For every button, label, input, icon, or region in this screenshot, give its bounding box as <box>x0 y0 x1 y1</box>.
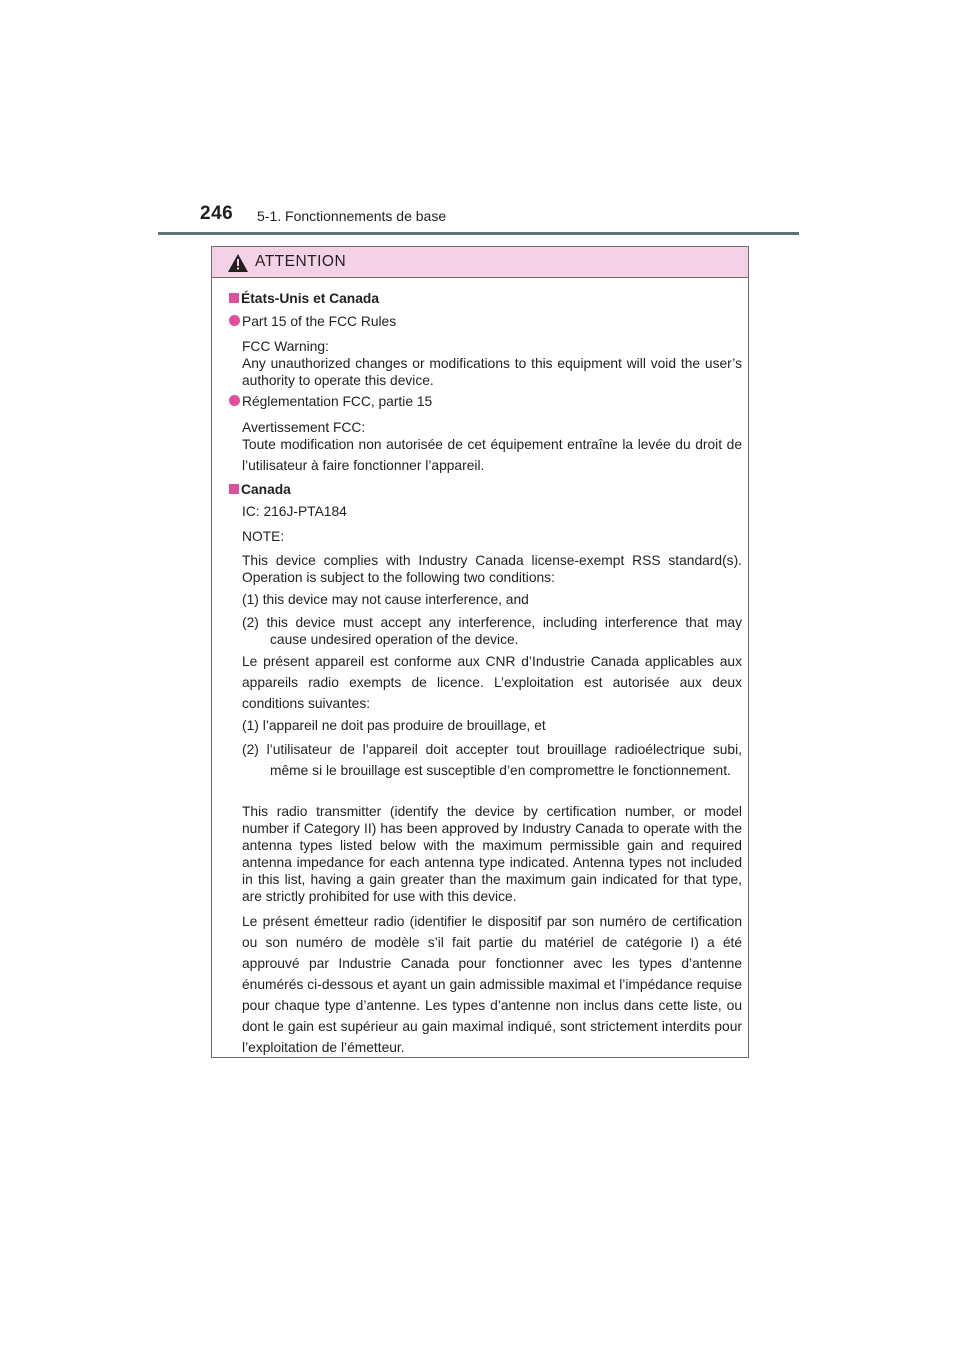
condition-item: (2) l’utilisateur de l’appareil doit accepter tout brouillage radioélectrique subi, même si le brouillage est susceptible d’en compromettre le fonctionnement. <box>242 742 742 778</box>
header-divider <box>158 232 799 235</box>
page-header <box>0 0 960 240</box>
fcc-warning-text: Any unauthorized changes or modifications to this equipment will void the user’s authority to operate this device. <box>242 356 742 388</box>
list-item: Part 15 of the FCC Rules <box>229 313 742 330</box>
square-bullet-icon <box>229 484 239 494</box>
fcc-warning-label-fr: Avertissement FCC: <box>242 420 366 435</box>
list-item: Réglementation FCC, partie 15 <box>229 393 742 410</box>
square-bullet-icon <box>229 293 239 303</box>
heading-canada: Canada <box>229 481 742 498</box>
ic-number: IC: 216J-PTA184 <box>242 504 347 519</box>
fr-intro: Le présent appareil est conforme aux CNR d’Industrie Canada applicables aux appareils radio exempts de licence. L’exploitation est autorisée aux deux conditions suivantes: <box>242 654 742 711</box>
warning-box <box>211 246 749 1058</box>
warning-title: ATTENTION <box>255 253 347 270</box>
fcc-warning-label: FCC Warning: <box>242 339 329 354</box>
condition-item: (1) this device may not cause interference, and <box>242 592 529 607</box>
circle-bullet-icon <box>229 395 240 406</box>
heading-us-canada: États-Unis et Canada <box>229 290 742 307</box>
warning-header <box>212 247 748 278</box>
condition-item: (2) this device must accept any interference, including interference that may cause undesired operation of the device. <box>242 615 742 647</box>
warning-triangle-icon <box>228 254 248 272</box>
transmitter-text-fr: Le présent émetteur radio (identifier le dispositif par son numéro de certification ou son numéro de modèle s’il fait partie du matériel de catégorie I) a été approuvé par Industrie Canada pour fonctionner avec les types d’antenne énumérés ci-dessous et ayant un gain admissible maximal et l’impédance requise pour chaque type d’antenne. Les types d’antenne non inclus dans cette liste, ou dont le gain est supérieur au gain maximal indiqué, sont strictement interdits pour l’exploitation de l’émetteur. <box>242 914 742 1055</box>
transmitter-text-en: This radio transmitter (identify the device by certification number, or model number if Category II) has been approved by Industry Canada to operate with the antenna types listed below with the maximum permissible gain and required antenna impedance for each antenna type indicated. Antenna types not included in this list, having a gain greater than the maximum gain indicated for that type, are strictly prohibited for use with this device. <box>242 804 742 904</box>
condition-item: (1) l’appareil ne doit pas produire de brouillage, et <box>242 718 546 733</box>
note-text: This device complies with Industry Canada license-exempt RSS standard(s). Operation is subject to the following two conditions: <box>242 553 742 585</box>
circle-bullet-icon <box>229 315 240 326</box>
page-number: 246 <box>200 203 234 224</box>
section-title: 5-1. Fonctionnements de base <box>257 208 447 224</box>
note-label: NOTE: <box>242 529 285 544</box>
fcc-warning-text-fr: Toute modification non autorisée de cet équipement entraîne la levée du droit de l’utilisateur à faire fonctionner l’appareil. <box>242 437 742 473</box>
